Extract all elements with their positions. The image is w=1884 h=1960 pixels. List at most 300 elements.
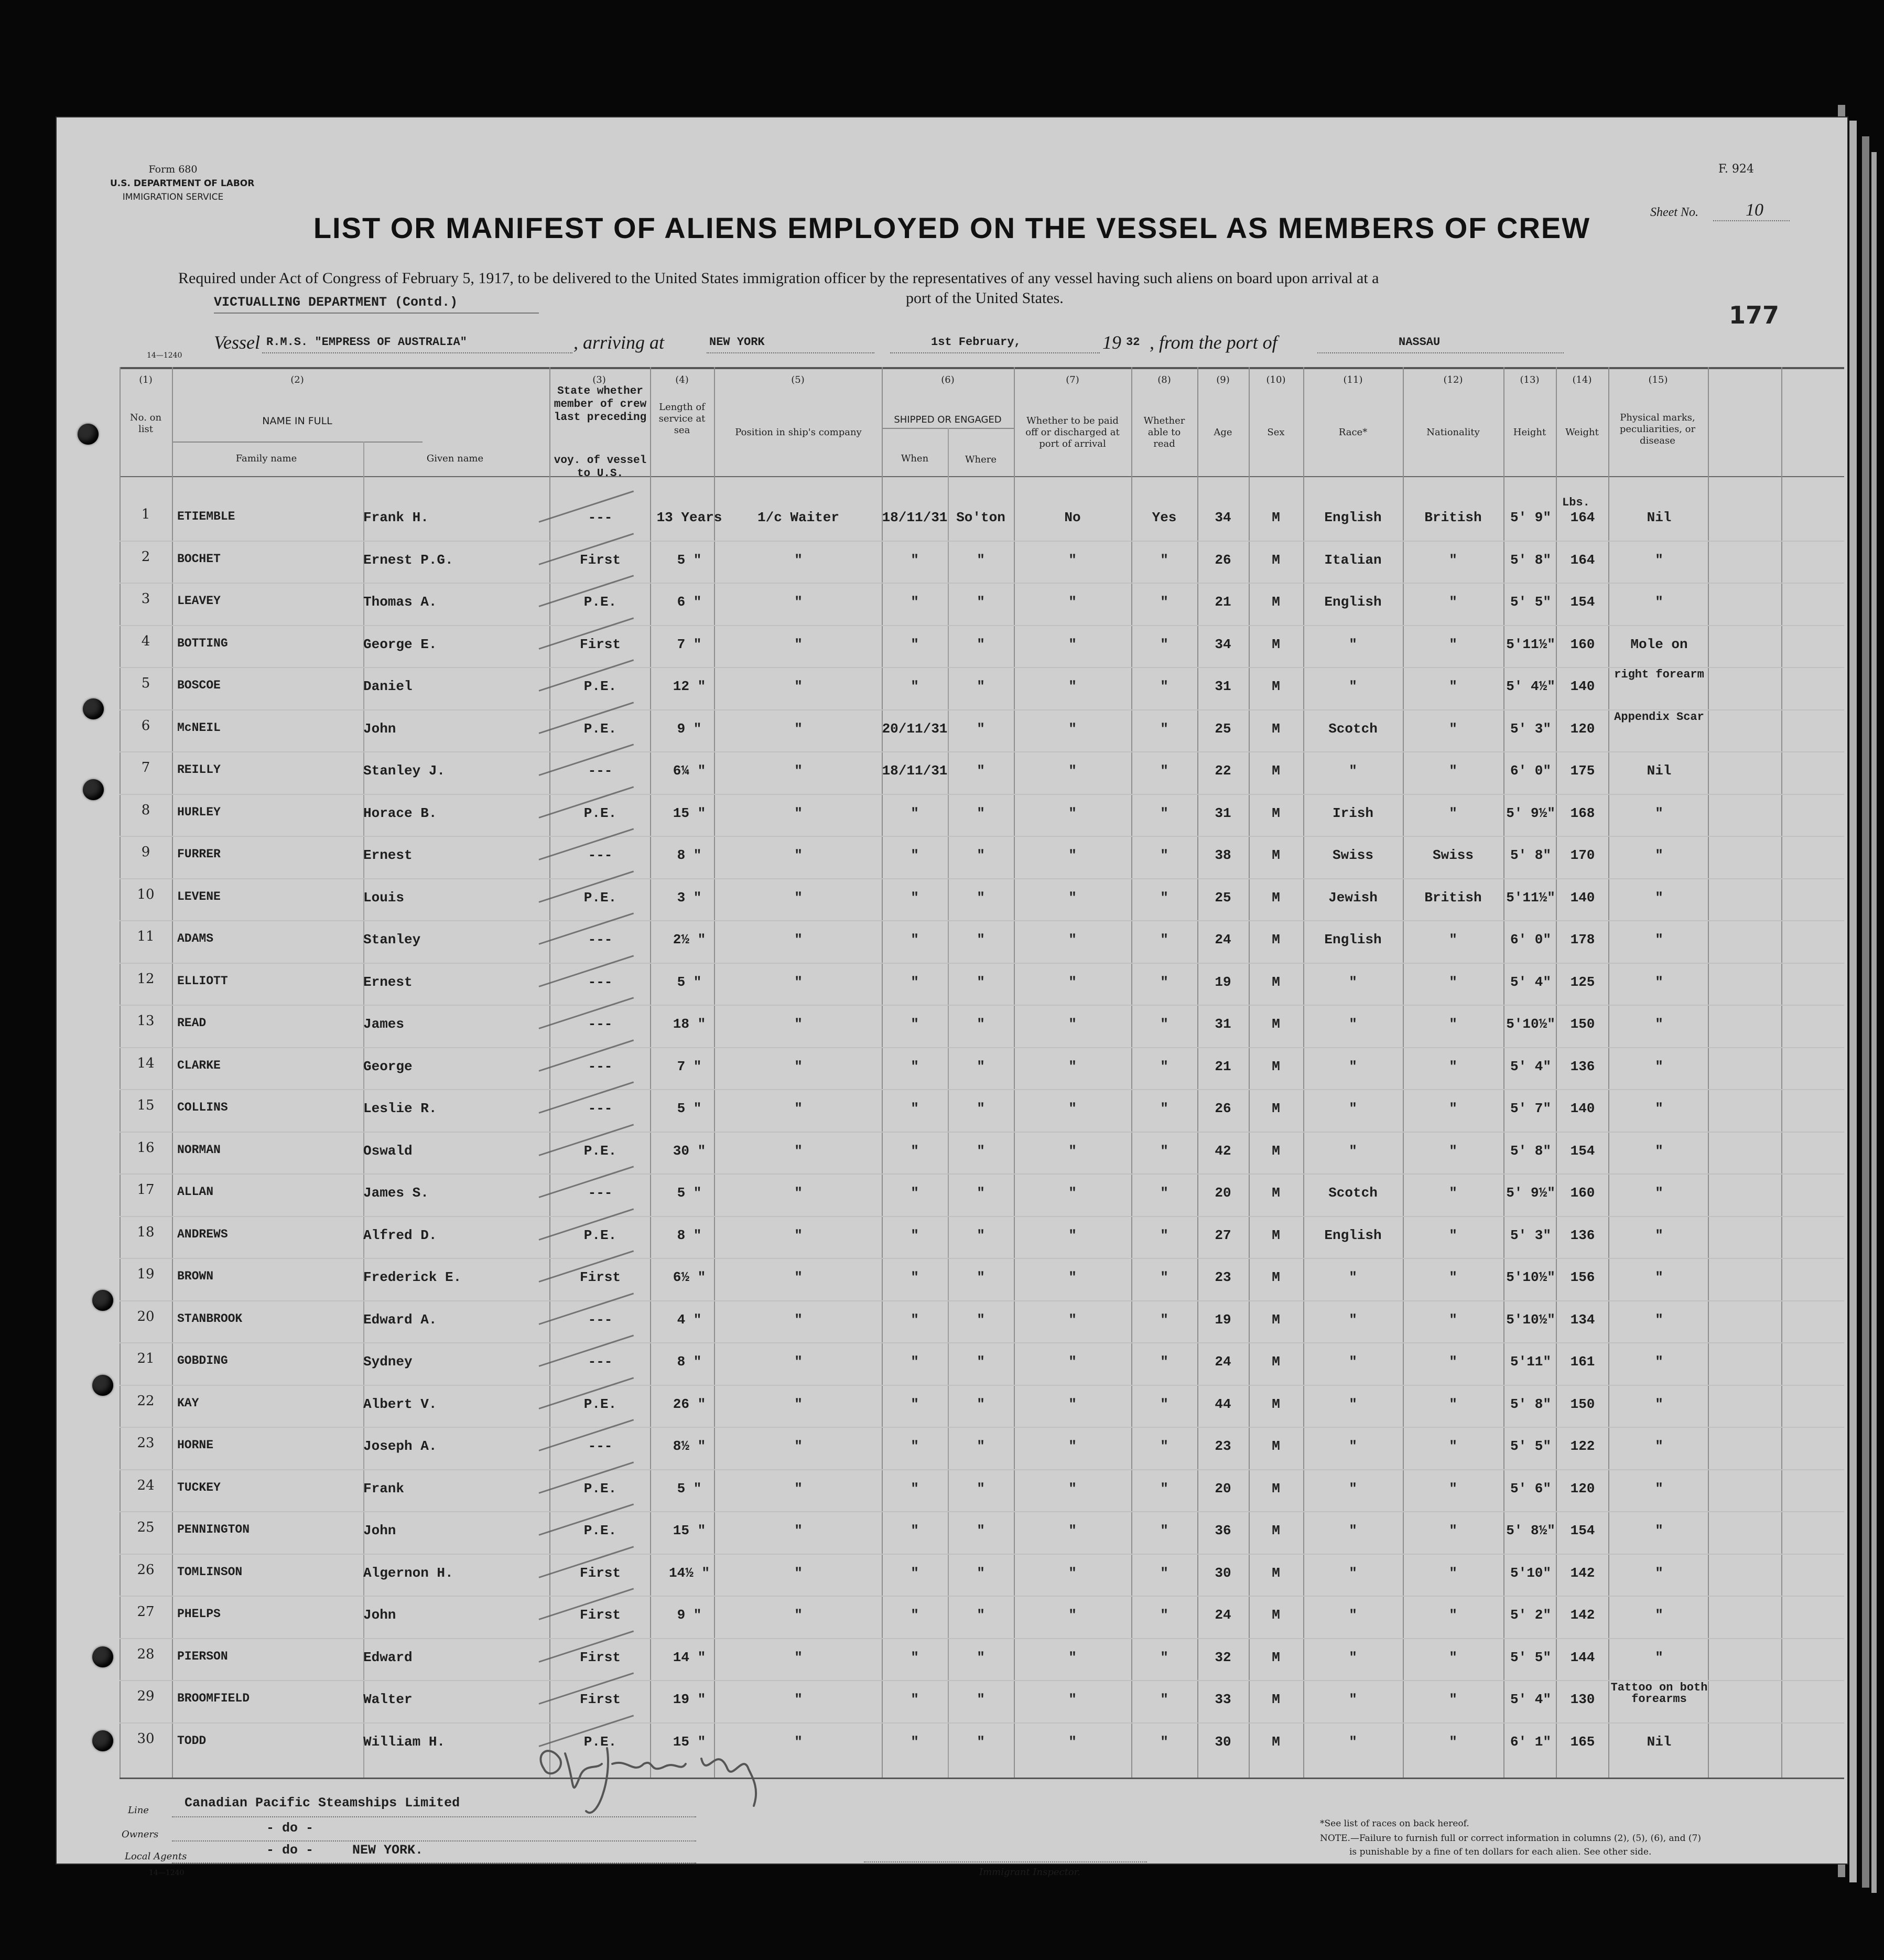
age: 24 <box>1215 932 1231 947</box>
previous-voyage: --- <box>588 763 613 779</box>
position: " <box>794 1607 803 1623</box>
able-to-read: " <box>1160 1185 1168 1201</box>
engaged-where: " <box>977 1565 985 1581</box>
weight: 130 <box>1570 1692 1595 1707</box>
age: 23 <box>1215 1269 1231 1285</box>
given-name: James S. <box>363 1185 429 1201</box>
position: " <box>794 1058 803 1074</box>
physical-marks: " <box>1655 1185 1663 1201</box>
engaged-where: " <box>977 1692 985 1707</box>
age: 32 <box>1215 1649 1231 1665</box>
sex: M <box>1272 1692 1280 1707</box>
height: 5' 8" <box>1510 847 1551 863</box>
from-label: , from the port of <box>1150 332 1277 353</box>
paid-off: " <box>1068 1649 1077 1665</box>
col-position: Position in ship's company <box>735 427 862 438</box>
service-label: IMMIGRATION SERVICE <box>122 192 224 202</box>
given-name: Walter <box>363 1692 413 1707</box>
position: " <box>794 763 803 779</box>
age: 20 <box>1215 1480 1231 1496</box>
family-name: TOMLINSON <box>177 1565 243 1579</box>
height: 5' 9½" <box>1506 1185 1555 1201</box>
physical-marks: " <box>1655 1607 1663 1623</box>
engaged-when: " <box>911 1227 919 1243</box>
nationality: Swiss <box>1432 847 1474 863</box>
family-name: PIERSON <box>177 1649 228 1663</box>
col-8-number: (8) <box>1157 374 1171 385</box>
engaged-where: " <box>977 1058 985 1074</box>
given-name: Daniel <box>363 679 413 694</box>
height: 5' 4" <box>1510 974 1551 990</box>
family-name: HORNE <box>177 1438 214 1452</box>
service-length: 19 " <box>673 1692 706 1707</box>
service-length: 18 " <box>673 1016 706 1032</box>
able-to-read: " <box>1160 805 1168 821</box>
age: 24 <box>1215 1607 1231 1623</box>
able-to-read: Yes <box>1152 510 1177 525</box>
height: 5'11½" <box>1506 636 1555 652</box>
position: " <box>794 1649 803 1665</box>
physical-marks: " <box>1655 1523 1663 1538</box>
engaged-when: " <box>911 1438 919 1454</box>
family-name: STANBROOK <box>177 1311 243 1326</box>
position: " <box>794 1185 803 1201</box>
sex: M <box>1272 932 1280 947</box>
race: " <box>1349 679 1357 694</box>
line-value: Canadian Pacific Steamships Limited <box>185 1795 460 1811</box>
height: 5' 4½" <box>1506 679 1555 694</box>
family-name: BOTTING <box>177 636 228 650</box>
position: " <box>794 1565 803 1581</box>
family-name: ELLIOTT <box>177 974 228 988</box>
row-number: 17 <box>137 1182 155 1198</box>
previous-voyage: First <box>579 1269 621 1285</box>
service-length: 5 " <box>677 1185 702 1201</box>
family-name: READ <box>177 1016 207 1030</box>
given-name: Thomas A. <box>363 594 437 610</box>
able-to-read: " <box>1160 1396 1168 1412</box>
previous-voyage: P.E. <box>583 720 617 737</box>
nationality: " <box>1449 1523 1457 1538</box>
row-number: 20 <box>137 1308 155 1324</box>
engaged-when: 20/11/31 <box>882 720 948 737</box>
service-length: 2½ " <box>673 932 706 947</box>
previous-voyage: P.E. <box>583 889 617 906</box>
col-no-on-list: No. on list <box>129 412 162 435</box>
able-to-read: " <box>1160 1523 1168 1538</box>
paid-off: " <box>1068 552 1077 568</box>
service-length: 15 " <box>673 1733 706 1750</box>
page-edge <box>1862 136 1869 1888</box>
table-row <box>57 1513 1847 1556</box>
engaged-when: " <box>911 552 919 568</box>
col-given-name: Given name <box>426 453 484 464</box>
family-name: HURLEY <box>177 805 221 819</box>
age: 23 <box>1215 1438 1231 1454</box>
engaged-where: So'ton <box>956 510 1005 525</box>
weight: 120 <box>1570 1480 1595 1496</box>
engaged-where: " <box>977 932 985 947</box>
service-length: 8½ " <box>673 1438 706 1454</box>
engaged-when: " <box>911 636 919 652</box>
position: " <box>794 1143 803 1159</box>
department-underline <box>214 313 539 314</box>
age: 26 <box>1215 1101 1231 1116</box>
engaged-when: " <box>911 805 919 821</box>
height: 5' 5" <box>1510 1438 1551 1454</box>
physical-marks: Nil <box>1647 510 1672 525</box>
vessel-name: R.M.S. "EMPRESS OF AUSTRALIA" <box>266 336 467 349</box>
given-name: John <box>363 1607 396 1623</box>
engaged-when: " <box>911 1649 919 1665</box>
sex: M <box>1272 1185 1280 1201</box>
race: English <box>1324 932 1382 947</box>
f-number: F. 924 <box>1718 163 1754 176</box>
arriving-port: NEW YORK <box>709 336 765 349</box>
manifest-sheet <box>57 117 1847 1878</box>
able-to-read: " <box>1160 974 1168 990</box>
family-name: BOSCOE <box>177 679 221 692</box>
col-3-number: (3) <box>592 374 606 385</box>
paid-off: " <box>1068 1396 1077 1412</box>
physical-marks: " <box>1655 552 1663 568</box>
owners-dots <box>172 1840 696 1841</box>
previous-voyage: --- <box>588 1354 613 1370</box>
sex: M <box>1272 1016 1280 1032</box>
given-name: Algernon H. <box>363 1565 453 1581</box>
paid-off: " <box>1068 679 1077 694</box>
weight: 136 <box>1570 1227 1595 1243</box>
height: 5' 7" <box>1510 1101 1551 1116</box>
engaged-when: " <box>911 1480 919 1496</box>
sex: M <box>1272 1269 1280 1285</box>
height: 5' 4" <box>1510 1058 1551 1074</box>
physical-marks: " <box>1655 1649 1663 1665</box>
sex: M <box>1272 552 1280 568</box>
weight: 175 <box>1570 763 1595 779</box>
sex: M <box>1272 889 1280 906</box>
binder-hole <box>92 1646 113 1667</box>
weight: 140 <box>1570 889 1595 906</box>
service-length: 15 " <box>673 1523 706 1538</box>
position: " <box>794 552 803 568</box>
engaged-where: " <box>977 805 985 821</box>
weight: 168 <box>1570 805 1595 821</box>
table-row <box>57 1344 1847 1387</box>
sex: M <box>1272 594 1280 610</box>
col-7-number: (7) <box>1066 374 1079 385</box>
paid-off: " <box>1068 889 1077 906</box>
able-to-read: " <box>1160 1101 1168 1116</box>
previous-voyage: First <box>579 1607 621 1623</box>
engaged-when: " <box>911 1058 919 1074</box>
nationality: " <box>1449 1269 1457 1285</box>
able-to-read: " <box>1160 636 1168 652</box>
race: " <box>1349 1480 1357 1496</box>
weight: 164 <box>1570 510 1595 525</box>
family-name: ANDREWS <box>177 1227 228 1241</box>
height: 5' 8½" <box>1506 1523 1555 1538</box>
table-row <box>57 1598 1847 1640</box>
age: 44 <box>1215 1396 1231 1412</box>
position: " <box>794 1101 803 1116</box>
paid-off: " <box>1068 974 1077 990</box>
age: 30 <box>1215 1733 1231 1750</box>
weight: 150 <box>1570 1396 1595 1412</box>
paid-off: " <box>1068 1185 1077 1201</box>
given-name: Stanley <box>363 932 421 947</box>
age: 25 <box>1215 889 1231 906</box>
height: 5' 9½" <box>1506 805 1555 821</box>
previous-voyage: P.E. <box>583 1227 617 1243</box>
table-row <box>57 1640 1847 1683</box>
date-dots <box>890 352 1100 353</box>
given-name: Frank H. <box>363 510 429 525</box>
table-row <box>57 1682 1847 1725</box>
able-to-read: " <box>1160 679 1168 694</box>
given-name: Horace B. <box>363 805 437 821</box>
col-weight: Weight <box>1565 427 1599 438</box>
nationality: " <box>1449 1185 1457 1201</box>
family-name: PENNINGTON <box>177 1523 250 1536</box>
physical-marks: " <box>1655 1565 1663 1581</box>
paid-off: " <box>1068 636 1077 652</box>
col-race: Race* <box>1338 427 1368 438</box>
department-label: U.S. DEPARTMENT OF LABOR <box>110 178 255 189</box>
age: 33 <box>1215 1692 1231 1707</box>
engaged-where: " <box>977 552 985 568</box>
race: " <box>1349 1396 1357 1412</box>
able-to-read: " <box>1160 889 1168 906</box>
given-name: James <box>363 1016 405 1032</box>
sex: M <box>1272 1311 1280 1328</box>
previous-voyage: --- <box>588 932 613 947</box>
previous-voyage: --- <box>588 1438 613 1454</box>
sex: M <box>1272 1438 1280 1454</box>
engaged-when: " <box>911 1016 919 1032</box>
sheet-number: 10 <box>1746 200 1763 220</box>
row-number: 22 <box>137 1393 155 1409</box>
physical-marks: " <box>1655 1354 1663 1370</box>
paid-off: " <box>1068 1607 1077 1623</box>
table-row <box>57 669 1847 712</box>
engaged-where: " <box>977 1185 985 1201</box>
col-when: When <box>901 453 929 464</box>
paid-off: " <box>1068 847 1077 863</box>
height: 5' 9" <box>1510 510 1551 525</box>
previous-voyage: P.E. <box>583 805 617 821</box>
physical-marks: " <box>1655 1058 1663 1074</box>
height: 5' 3" <box>1510 1227 1551 1243</box>
physical-marks: " <box>1655 1227 1663 1243</box>
form-number: Form 680 <box>148 164 198 175</box>
engaged-when: " <box>911 1396 919 1412</box>
paid-off: " <box>1068 720 1077 737</box>
sex: M <box>1272 1354 1280 1370</box>
sheet-label: Sheet No. <box>1650 206 1698 219</box>
position: " <box>794 1396 803 1412</box>
height: 5'10" <box>1510 1565 1551 1581</box>
form-code: 14—1240 <box>147 351 182 360</box>
position: " <box>794 1016 803 1032</box>
row-number: 3 <box>141 591 150 607</box>
service-length: 8 " <box>677 1354 702 1370</box>
sex: M <box>1272 1058 1280 1074</box>
able-to-read: " <box>1160 720 1168 737</box>
paid-off: " <box>1068 1733 1077 1750</box>
engaged-where: " <box>977 1269 985 1285</box>
nationality: " <box>1449 1101 1457 1116</box>
col-physical-marks: Physical marks, peculiarities, or disease <box>1619 412 1696 446</box>
height: 5' 5" <box>1510 594 1551 610</box>
col-family-name: Family name <box>235 453 297 464</box>
note-line-2: is punishable by a fine of ten dollars for each alien. See other side. <box>1349 1847 1652 1857</box>
race: English <box>1324 510 1382 525</box>
sex: M <box>1272 1101 1280 1116</box>
position: " <box>794 805 803 821</box>
col-2-number: (2) <box>290 374 304 385</box>
physical-marks: " <box>1655 1480 1663 1496</box>
nationality: " <box>1449 1607 1457 1623</box>
weight: 142 <box>1570 1607 1595 1623</box>
height: 5'10½" <box>1506 1016 1555 1032</box>
given-name: Frederick E. <box>363 1269 462 1285</box>
arriving-label: , arriving at <box>573 332 665 353</box>
row-number: 14 <box>137 1055 155 1071</box>
height: 5' 5" <box>1510 1649 1551 1665</box>
inspector-label: Immigrant Inspector. <box>979 1867 1081 1878</box>
binder-hole <box>83 779 104 800</box>
previous-voyage: P.E. <box>583 1396 617 1412</box>
age: 22 <box>1215 763 1231 779</box>
physical-marks: Nil <box>1647 763 1672 779</box>
weight: 170 <box>1570 847 1595 863</box>
col-length-of-service: Length of service at sea <box>658 402 706 436</box>
previous-voyage: --- <box>588 1185 613 1201</box>
nationality: " <box>1449 763 1457 779</box>
physical-marks: " <box>1655 1396 1663 1412</box>
able-to-read: " <box>1160 1607 1168 1623</box>
weight: 136 <box>1570 1058 1595 1074</box>
sex: M <box>1272 1607 1280 1623</box>
col-sex: Sex <box>1267 427 1285 438</box>
row-number: 27 <box>137 1604 155 1620</box>
agents-dots <box>172 1862 696 1864</box>
weight: 160 <box>1570 1185 1595 1201</box>
page-edge <box>1871 152 1877 1893</box>
col-9-number: (9) <box>1216 374 1230 385</box>
position: " <box>794 1523 803 1538</box>
table-row <box>57 1387 1847 1429</box>
given-name: Ernest <box>363 974 413 990</box>
nationality: " <box>1449 636 1457 652</box>
row-number: 7 <box>141 760 150 776</box>
race: " <box>1349 974 1357 990</box>
race: " <box>1349 636 1357 652</box>
table-row <box>57 1556 1847 1598</box>
weight: 164 <box>1570 552 1595 568</box>
able-to-read: " <box>1160 1438 1168 1454</box>
race: " <box>1349 1523 1357 1538</box>
weight: 150 <box>1570 1016 1595 1032</box>
physical-marks: " <box>1655 1143 1663 1159</box>
table-row <box>57 585 1847 627</box>
nationality: British <box>1424 510 1482 525</box>
height: 6' 0" <box>1510 932 1551 947</box>
height: 5'10½" <box>1506 1269 1555 1285</box>
year-prefix: 19 <box>1102 332 1121 353</box>
able-to-read: " <box>1160 1311 1168 1328</box>
col-age: Age <box>1214 427 1232 438</box>
previous-voyage: --- <box>588 847 613 863</box>
service-length: 8 " <box>677 847 702 863</box>
able-to-read: " <box>1160 1016 1168 1032</box>
nationality: " <box>1449 1649 1457 1665</box>
binder-hole <box>78 424 99 445</box>
family-name: TUCKEY <box>177 1480 221 1494</box>
nationality: " <box>1449 1227 1457 1243</box>
nationality: " <box>1449 974 1457 990</box>
service-length: 15 " <box>673 805 706 821</box>
engaged-when: " <box>911 847 919 863</box>
table-top-border <box>120 367 1844 369</box>
table-row <box>57 922 1847 965</box>
age: 31 <box>1215 679 1231 694</box>
engaged-when: " <box>911 1311 919 1328</box>
nationality: " <box>1449 594 1457 610</box>
nationality: " <box>1449 1565 1457 1581</box>
position: " <box>794 889 803 906</box>
paid-off: " <box>1068 1101 1077 1116</box>
family-name: FURRER <box>177 847 221 861</box>
col-3-header-bottom: voy. of vessel to U.S. <box>554 455 647 480</box>
row-number: 4 <box>141 633 150 649</box>
previous-voyage: P.E. <box>583 679 617 694</box>
nationality: " <box>1449 1143 1457 1159</box>
able-to-read: " <box>1160 1354 1168 1370</box>
family-name: LEVENE <box>177 889 221 903</box>
race: Scotch <box>1328 720 1378 737</box>
position: " <box>794 1733 803 1750</box>
row-number: 2 <box>141 548 150 565</box>
physical-marks: Nil <box>1647 1733 1672 1750</box>
race: English <box>1324 1227 1382 1243</box>
family-name: TODD <box>177 1733 207 1748</box>
engaged-where: " <box>977 889 985 906</box>
family-name: NORMAN <box>177 1143 221 1157</box>
sex: M <box>1272 1227 1280 1243</box>
binder-hole <box>92 1730 113 1751</box>
physical-marks: " <box>1655 847 1663 863</box>
engaged-where: " <box>977 1354 985 1370</box>
race: English <box>1324 594 1382 610</box>
height: 5'10½" <box>1506 1311 1555 1328</box>
sex: M <box>1272 1733 1280 1750</box>
engaged-where: " <box>977 1438 985 1454</box>
given-name: Edward A. <box>363 1311 437 1328</box>
table-row <box>57 1176 1847 1218</box>
weight: 134 <box>1570 1311 1595 1328</box>
nationality: " <box>1449 1438 1457 1454</box>
engaged-where: " <box>977 847 985 863</box>
family-name: PHELPS <box>177 1607 221 1621</box>
race: " <box>1349 1143 1357 1159</box>
arriving-dots <box>707 352 874 353</box>
service-length: 7 " <box>677 636 702 652</box>
height: 6' 0" <box>1510 763 1551 779</box>
given-name: John <box>363 720 396 737</box>
race: " <box>1349 1607 1357 1623</box>
